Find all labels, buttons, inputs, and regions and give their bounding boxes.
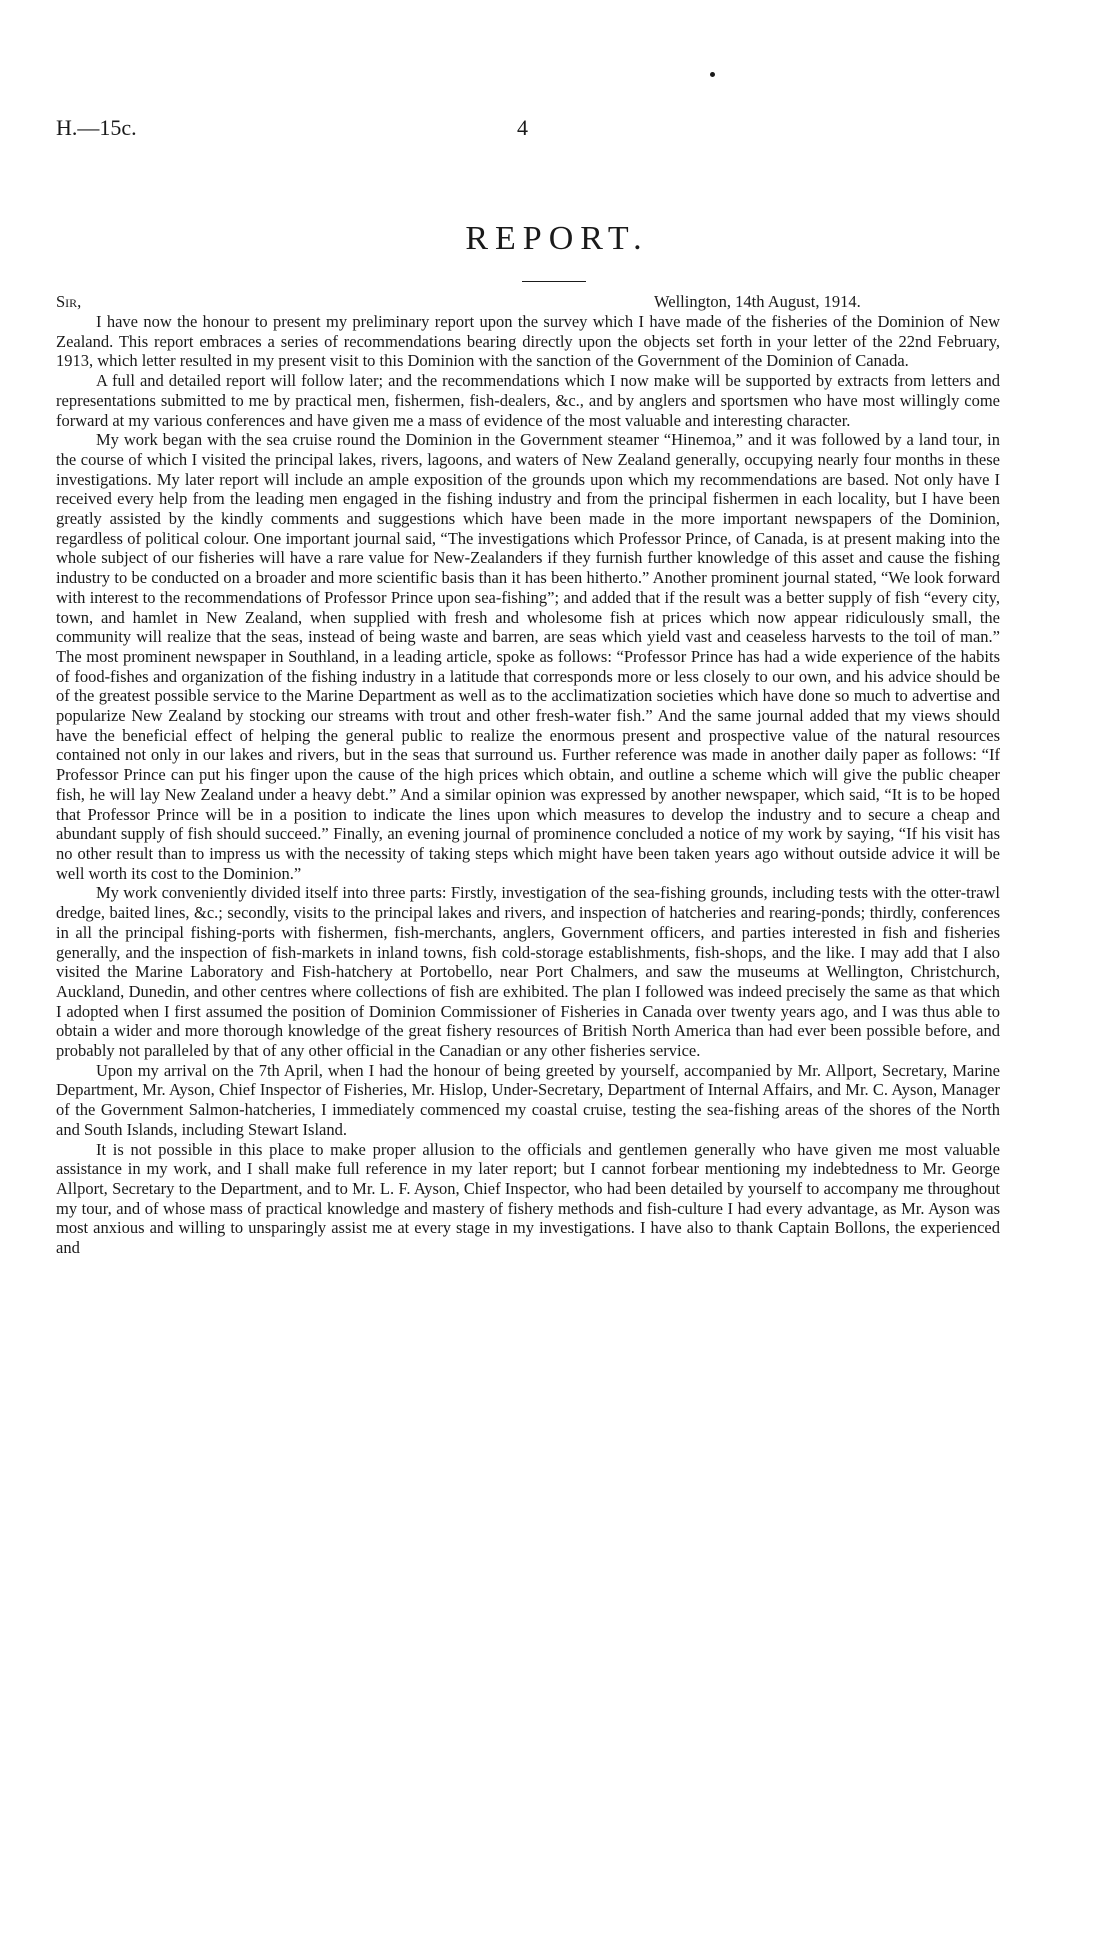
paragraph: Upon my arrival on the 7th April, when I had the honour of being greeted by yourself, accompanied by Mr. Allport, Secretary, Marine Department, Mr. Ayson, Chief Inspector of Fisheries, Mr. Hislop, Under-Secretary, Department of Internal Affairs, and Mr. C. Ayson, Manager of the Government Salmon-hatcheries, I immediately commenced my coastal cruise, testing the sea-fishing areas of the shores of the North and South Islands, including Stewart Island.: [56, 1060, 1000, 1139]
paragraph: I have now the honour to present my preliminary report upon the survey which I have made of the fisheries of the Dominion of New Zealand. This report embraces a series of recommendations bearing directly upon the objects set forth in your letter of the 22nd February, 1913, which letter resulted in my present visit to this Dominion with the sanction of the Government of the Dominion of Canada.: [56, 312, 1000, 371]
ink-dot: [710, 72, 715, 77]
dateline: Wellington, 14th August, 1914.: [654, 292, 861, 311]
salutation: Sir,: [56, 292, 82, 311]
page-number: 4: [517, 115, 528, 140]
report-body: [56, 312, 1000, 1258]
paragraph: My work began with the sea cruise round the Dominion in the Government steamer “Hinemoa,” and it was followed by a land tour, in the course of which I visited the principal lakes, rivers, lagoons, and waters of New Zealand generally, occupying nearly four months in these investigations. My later report will include an ample exposition of the grounds upon which my recommendations are based. Not only have I received every help from the leading men engaged in the fishing industry and from the principal fishermen in each locality, but I have been greatly assisted by the kindly comments and suggestions which have been made in the more important newspapers of the Dominion, regardless of political colour. One important journal said, “The investigations which Professor Prince, of Canada, is at present making into the whole subject of our fisheries will have a rare value for New-Zealanders if they furnish further knowledge of this asset and cause the fishing industry to be conducted on a broader and more scientific basis than it has been hitherto.” Another prominent journal stated, “We look forward with interest to the recommendations of Professor Prince upon sea-fishing”; and added that if the result was a better supply of fish “every city, town, and hamlet in New Zealand, when supplied with fresh and wholesome fish at prices which now appear ridiculously small, the community will realize that the seas, instead of being waste and barren, are seas which yield vast and ceaseless harvests to the toil of man.” The most prominent newspaper in Southland, in a leading article, spoke as follows: “Professor Prince has had a wide experience of the habits of food-fishes and organization of the fishing industry in a latitude that corresponds more or less closely to our own, and his advice should be of the greatest possible service to the Marine Department as well as to the acclimatization societies which have done so much to advertise and popularize New Zealand by stocking our streams with trout and other fresh-water fish.” And the same journal added that my views should have the beneficial effect of helping the general public to realize the enormous present and prospective value of the natural resources contained not only in our lakes and rivers, but in the seas that surround us. Further reference was made in another daily paper as follows: “If Professor Prince can put his finger upon the cause of the high prices which obtain, and outline a scheme which will give the public cheaper fish, he will lay New Zealand under a heavy debt.” And a similar opinion was expressed by another newspaper, which said, “It is to be hoped that Professor Prince will be in a position to indicate the lines upon which measures to develop the industry and to secure a cheap and abundant supply of fish should succeed.” Finally, an evening journal of prominence concluded a notice of my work by saying, “If his visit has no other result than to impress us with the necessity of taking steps which might have been taken years ago without outside advice it will be well worth its cost to the Dominion.”: [56, 430, 1000, 883]
paragraph: My work conveniently divided itself into three parts: Firstly, investigation of the sea-fishing grounds, including tests with the otter-trawl dredge, baited lines, &c.; secondly, visits to the principal lakes and rivers, and inspection of hatcheries and rearing-ponds; thirdly, conferences in all the principal fishing-ports with fishermen, fish-merchants, anglers, Government officers, and parties interested in fish and fisheries generally, and the inspection of fish-markets in inland towns, fish cold-storage establishments, fish-shops, and the like. I may add that I also visited the Marine Laboratory and Fish-hatchery at Portobello, near Port Chalmers, and saw the museums at Wellington, Christchurch, Auckland, Dunedin, and other centres where collections of fish are exhibited. The plan I followed was indeed precisely the same as that which I adopted when I first assumed the position of Dominion Commissioner of Fisheries in Canada over twenty years ago, and I was thus able to obtain a wider and more thorough knowledge of the great fishery resources of British North America than had ever been possible before, and probably not paralleled by that of any other official in the Canadian or any other fisheries service.: [56, 883, 1000, 1061]
title-rule: [522, 281, 586, 282]
document-code: H.—15c.: [56, 115, 137, 140]
paragraph: It is not possible in this place to make proper allusion to the officials and gentlemen generally who have given me most valuable assistance in my work, and I shall make full reference in my later report; but I cannot forbear mentioning my indebtedness to Mr. George Allport, Secretary to the Department, and to Mr. L. F. Ayson, Chief Inspector, who had been detailed by yourself to accompany me throughout my tour, and of whose mass of practical knowledge and mastery of fishery methods and fish-culture I had every advantage, as Mr. Ayson was most anxious and willing to unsparingly assist me at every stage in my investigations. I have also to thank Captain Bollons, the experienced and: [56, 1139, 1000, 1258]
paragraph: A full and detailed report will follow later; and the recommendations which I now make will be supported by extracts from letters and representations submitted to me by practical men, fishermen, fish-dealers, &c., and by anglers and sportsmen who have most willingly come forward at my various conferences and have given me a mass of evidence of the most valuable and interesting character.: [56, 371, 1000, 430]
report-title: REPORT.: [465, 220, 649, 257]
